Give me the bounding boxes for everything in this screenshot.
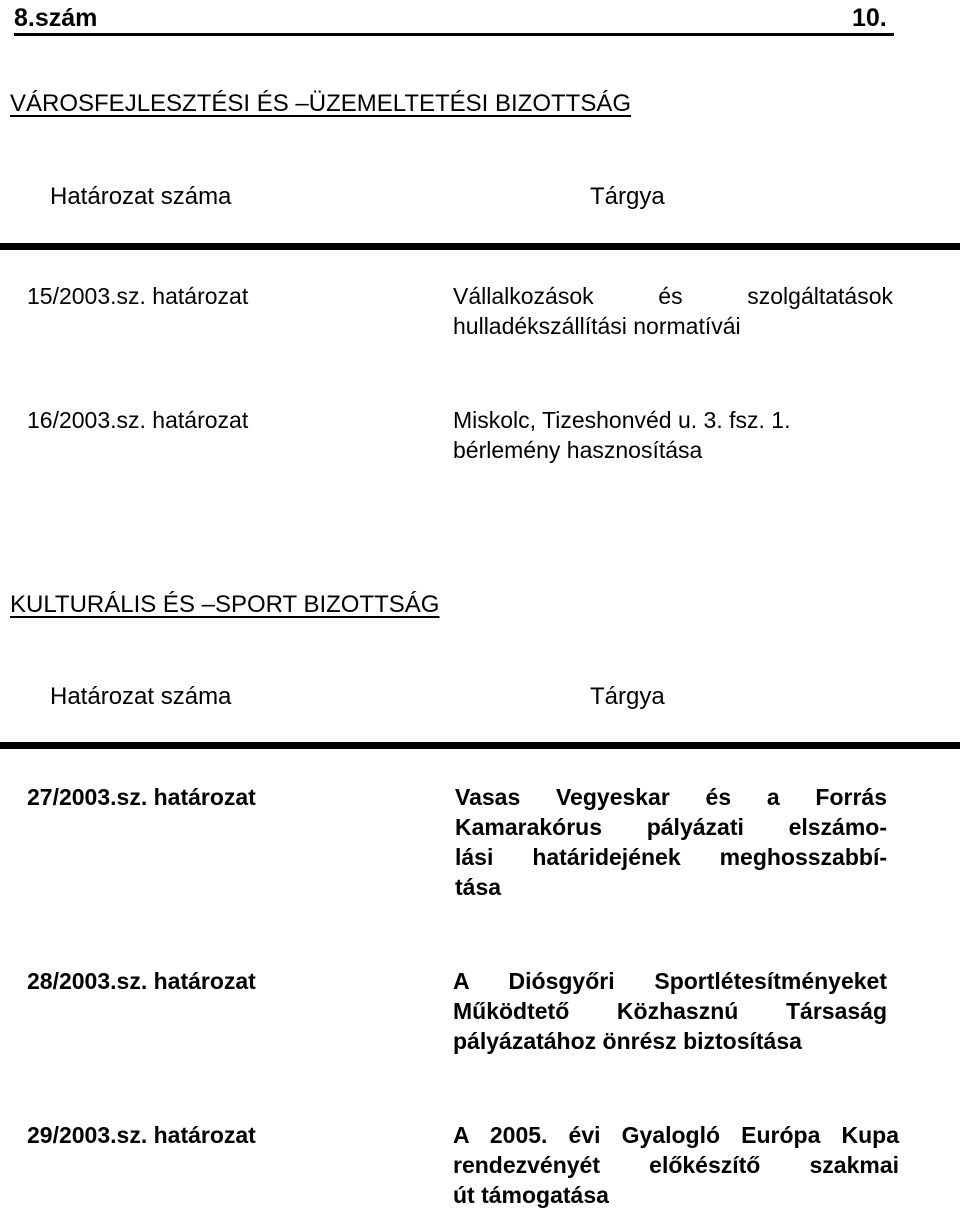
header-rule <box>14 33 894 36</box>
subject-line: Miskolc, Tizeshonvéd u. 3. fsz. 1. <box>453 407 791 433</box>
subject-line: rendezvényét előkészítő szakmai <box>453 1152 899 1178</box>
resolution-number: 16/2003.sz. határozat <box>27 407 249 433</box>
resolution-subject <box>453 966 887 1056</box>
resolution-subject <box>453 405 893 465</box>
subject-line: bérlemény hasznosítása <box>453 437 703 463</box>
column-header-subject: Tárgya <box>590 683 665 710</box>
subject-line: Vállalkozások és szolgáltatások <box>453 283 893 309</box>
section-title-kulturalis: KULTURÁLIS ÉS –SPORT BIZOTTSÁG <box>10 591 440 618</box>
resolution-number: 28/2003.sz. határozat <box>27 968 256 994</box>
subject-line: hulladékszállítási normatívái <box>453 313 741 339</box>
subject-line: tása <box>455 874 502 900</box>
column-header-number: Határozat száma <box>50 683 232 710</box>
column-header-subject: Tárgya <box>590 183 665 210</box>
subject-line: A 2005. évi Gyalogló Európa Kupa <box>453 1122 899 1148</box>
page-number-left: 8.szám <box>14 4 98 32</box>
table-header-rule <box>0 742 960 749</box>
resolution-number: 15/2003.sz. határozat <box>27 283 249 309</box>
page-number-right: 10. <box>852 4 887 32</box>
subject-line: Vasas Vegyeskar és a Forrás <box>455 784 887 810</box>
table-header-rule <box>0 243 960 250</box>
subject-line: pályázatához önrész biztosítása <box>453 1028 802 1054</box>
section-title-varosfejlesztesi: VÁROSFEJLESZTÉSI ÉS –ÜZEMELTETÉSI BIZOTTSÁG <box>10 90 632 117</box>
resolution-subject <box>453 281 893 341</box>
subject-line: A Diósgyőri Sportlétesítményeket <box>453 968 887 994</box>
resolution-subject <box>455 782 887 902</box>
subject-line: Kamarakórus pályázati elszámo- <box>455 814 887 840</box>
subject-line: Működtető Közhasznú Társaság <box>453 998 887 1024</box>
resolution-number: 27/2003.sz. határozat <box>27 784 256 810</box>
column-header-number: Határozat száma <box>50 183 232 210</box>
subject-line: út támogatása <box>453 1182 609 1208</box>
resolution-subject <box>453 1120 899 1210</box>
resolution-number: 29/2003.sz. határozat <box>27 1122 256 1148</box>
subject-line: lási határidejének meghosszabbí- <box>455 844 887 870</box>
